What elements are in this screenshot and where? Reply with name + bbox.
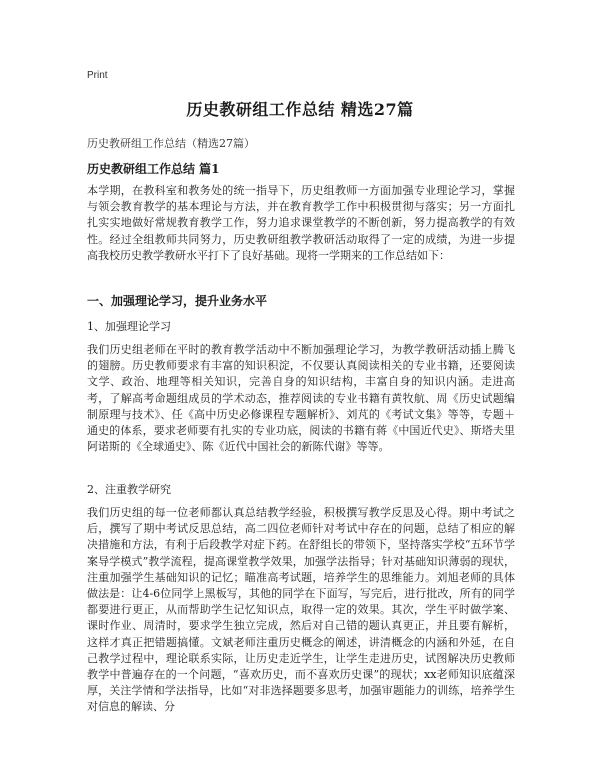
paragraph-1: 我们历史组老师在平时的教育教学活动中不断加强理论学习，为教学教研活动插上腾飞的翅膀。历史教师要求有丰富的知识积淀，不仅要认真阅读相关的专业书籍，还要阅读文学、政治、地理等相关知识，完善自身的知识结构，丰富自身的知识内涵。走进高考，了解高考命题组成员的学术动态，推荐阅读的专业书籍有黄牧航、周《历史试题编制原理与技术》、任《高中历史必修课程专题解析》、刘芃的《考试文集》等等，专题＋通史的体系，要求老师要有扎实的专业功底，阅读的书籍有蒋《中国近代史》、斯塔夫里阿诺斯的《全球通史》、陈《近代中国社会的新陈代谢》等等。 [87, 343, 515, 454]
heading-1: 一、加强理论学习，提升业务水平 [87, 294, 268, 308]
section-title: 历史教研组工作总结 篇1 [87, 162, 220, 176]
intro-paragraph: 本学期，在教科室和教务处的统一指导下，历史组教师一方面加强专业理论学习，掌握与领会教育教学的基本理论与方法，并在教育教学工作中积极贯彻与落实；另一方面扎扎实实地做好常规教育教学工作，努力追求课堂教学的不断创新，努力提高教学的有效性。经过全组教师共同努力，历史教研组教学教研活动取得了一定的成绩，为进一步提高我校历史教学教研水平打下了良好基础。现将一学期来的工作总结如下： [87, 184, 515, 262]
paragraph-2: 我们历史组的每一位老师都认真总结教学经验，积极撰写教学反思及心得。期中考试之后，撰写了期中考试反思总结，高二四位老师针对考试中存在的问题，总结了相应的解决措施和方法，有利于后段教学对症下药。在舒组长的带领下，坚持落实学校“五环节学案导学模式”教学流程，提高课堂教学效果，加强学法指导；针对基础知识薄弱的现状，注重加强学生基础知识的记忆；瞄准高考试题，培养学生的思维能力。刘旭老师的具体做法是：让4-6位同学上黑板写，其他的同学在下面写，写完后，进行批改，所有的同学都要进行更正，从而帮助学生记忆知识点，取得一定的效果。其次，学生平时做学案、课时作业、周清时，要求学生独立完成，然后对自己错的题认真更正，并且要有解析，这样才真正把错题搞懂。文斌老师注重历史概念的阐述，讲清概念的内涵和外延，在自己教学过程中，理论联系实际，让历史走近学生，让学生走进历史，试图解决历史教师教学中普遍存在的一个问题，“喜欢历史，而不喜欢历史课”的现状；xx老师知识底蕴深厚，关注学情和学法指导，比如“对非选择题要多思考，加强审题能力的训练，培养学生对信息的解读、分 [87, 506, 515, 714]
subheading-2: 2、注重教学研究 [87, 483, 171, 496]
document-subtitle: 历史教研组工作总结（精选27篇） [87, 137, 255, 150]
document-title: 历史教研组工作总结 精选27篇 [186, 100, 414, 119]
print-label[interactable]: Print [87, 70, 108, 81]
subheading-1: 1、加强理论学习 [87, 320, 171, 333]
